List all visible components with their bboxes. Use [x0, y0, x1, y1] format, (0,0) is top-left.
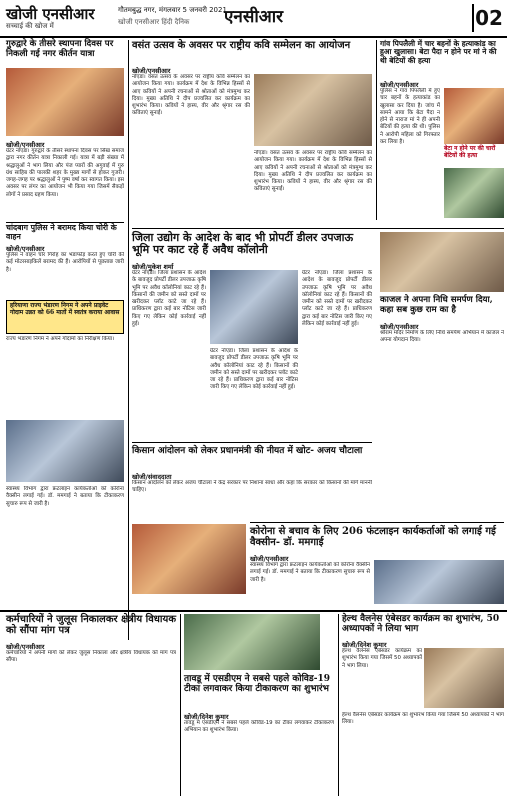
article-body: नोएडा। वसंत उत्सव के अवसर पर राष्ट्रीय कवि सम्मेलन का आयोजन किया गया। कार्यक्रम में देश के विभिन्न हिस्सों से आए कवियों ने अपनी रचनाओं से श्रोताओं को मंत्रमुग्ध कर दिया। मुख्य अतिथि ने दीप प्रज्वलित कर कार्यक्रम का शुभारंभ किया। कवियों ने हास्य, वीर और श्रृंगार रस की कविताएं सुनाईं। [132, 74, 250, 117]
article-byline: खोजी/एनसीआर [6, 643, 45, 651]
article-body-cont: नोएडा। वसंत उत्सव के अवसर पर राष्ट्रीय कवि सम्मेलन का आयोजन किया गया। कार्यक्रम में देश के विभिन्न हिस्सों से आए कवियों ने अपनी रचनाओं से श्रोताओं को मंत्रमुग्ध कर दिया। मुख्य अतिथि ने दीप प्रज्वलित कर कार्यक्रम का शुभारंभ किया। कवियों ने हास्य, वीर और श्रृंगार रस की कविताएं सुनाईं। [254, 150, 372, 193]
boxed-news [6, 300, 124, 334]
column-divider [376, 40, 377, 220]
divider [132, 442, 372, 443]
article-byline: खोजी/संवाददाता [132, 473, 172, 481]
article-byline: खोजी/एनसीआर [6, 141, 45, 149]
edition-line: खोजी एनसीआर हिंदी दैनिक [118, 18, 190, 26]
article-body-cont: ग्रेटर नोएडा। जिला प्रशासन के आदेश के बावजूद प्रोपर्टी डीलर उपजाऊ कृषि भूमि पर अवैध कॉलोनियां काट रहे हैं। किसानों की जमीन को सस्ते दामों पर खरीदकर प्लॉट काटे जा रहे हैं। प्राधिकरण द्वारा कई बार नोटिस जारी किए गए लेकिन कोई कार्रवाई नहीं हुई। [210, 348, 298, 391]
article-byline: खोजी/एनसीआर [380, 81, 419, 89]
article-photo [444, 88, 504, 144]
section-title: एनसीआर [224, 7, 284, 27]
sub-headline: बेटा न होने पर की चारों बेटियों की हत्या [444, 145, 496, 159]
column-divider [128, 40, 129, 640]
article-photo [6, 420, 124, 482]
brand-name: खोजी एनसीआर [6, 5, 95, 23]
box-headline: हरियाणा राज्य भंडारण निगम ने अपने प्राइवेट गोदाम उन्नत को 66 मातों में स्वतंत्र कराया आवास [10, 302, 120, 316]
divider [0, 610, 507, 612]
article-body: ग्रेटर नोएडा। गुरुद्वारे के तीसरे स्थापना दिवस पर सिख समाज द्वारा नगर कीर्तन यात्रा निकाली गई। यात्रा में बड़ी संख्या में श्रद्धालुओं ने भाग लिया और पंज प्यारों की अगुवाई में गुरु ग्रंथ साहिब की पालकी शहर के मुख्य मार्गों से होकर गुजरी। जगह-जगह पर श्रद्धालुओं ने पुष्प वर्षा कर स्वागत किया। इस अवसर पर लंगर का आयोजन भी किया गया जिसमें सैकड़ों लोगों ने प्रसाद ग्रहण किया। [6, 148, 124, 198]
masthead [0, 0, 507, 38]
article-headline: चांदबाग पुलिस ने बरामद किया चोरी के वाहन [6, 223, 117, 241]
divider [250, 522, 504, 523]
article-byline: खोजी/मुकेश शर्मा [132, 263, 174, 271]
article-body: स्वास्थ्य विभाग द्वारा फ्रंटलाइन कार्यकर्ताओं को कोरोना वैक्सीन लगाई गई। डॉ. ममगाई ने बताया कि टीकाकरण सुचारु रूप से जारी है। [6, 486, 124, 507]
article-headline: काजल ने अपना निधि समर्पण दिया, कहा सब कुछ राम का है [380, 295, 493, 315]
article-headline: कोरोना से बचाव के लिए 206 फंटलाइन कार्यकर्ताओं को लगाई गई वैक्सीन- डॉ. ममगाई [250, 526, 496, 549]
article-photo [254, 74, 372, 146]
article-headline: किसान आंदोलन को लेकर प्रधानमंत्री की नीयत में खोट- अजय चौटाला [132, 446, 363, 456]
article-byline: खोजी/दिनेश कुमार [184, 713, 229, 721]
article-headline: हेल्थ वैलनेस एंबेसडर कार्यक्रम का शुभारंभ, 50 अध्यापकों ने लिया भाग [342, 614, 500, 635]
article-body: कर्मचारियों ने अपनी मांगों को लेकर जुलूस निकाला और क्षेत्रीय विधायक को मांग पत्र सौंपा। [6, 650, 176, 664]
article-photo [132, 524, 246, 594]
article-body-cont: हेल्थ वैलनेस एंबेसडर कार्यक्रम का शुभारंभ किया गया जिसमें 50 अध्यापकों ने भाग लिया। [342, 712, 504, 726]
article-byline: खोजी/एनसीआर [380, 323, 419, 331]
brand-tagline: सच्चाई की खोज में [6, 22, 54, 30]
article-byline: खोजी/एनसीआर [6, 245, 45, 253]
article-body: हेल्थ वैलनेस एंबेसडर कार्यक्रम का शुभारंभ किया गया जिसमें 50 अध्यापकों ने भाग लिया। [342, 648, 422, 669]
article-photo [380, 232, 504, 292]
article-byline: खोजी/एनसीआर [132, 67, 171, 75]
column-divider [338, 614, 339, 796]
article-body: किसान आंदोलन को लेकर अजय चौटाला ने केंद्र सरकार पर निशाना साधा और कहा कि सरकार को किसानों की मांगें माननी चाहिए। [132, 480, 372, 494]
article-photo [444, 168, 504, 218]
column-divider [180, 614, 181, 796]
article-body: राज्य भंडारण निगम ने अपने गोदामों का निरीक्षण किया। [6, 336, 115, 342]
article-photo [184, 614, 320, 670]
article-headline: गांव पिपलैली में चार बहनों के हत्याकांड का हुआ खुलासा। बेटा पैदा न होने पर मां ने की थी बेटियों की हत्या [380, 39, 497, 65]
article-headline: जिला उद्योग के आदेश के बाद भी प्रोपर्टी डीलर उपजाऊ भूमि पर काट रहे हैं अवैध कॉलोनी [132, 231, 354, 257]
article-byline: खोजी/एनसीआर [250, 555, 289, 563]
article-photo [374, 560, 504, 604]
article-byline: खोजी/दिनेश कुमार [342, 641, 387, 649]
article-photo [424, 648, 504, 708]
article-body: श्रीराम मंदिर निर्माण के लिए निधि समर्पण अभियान में काजल ने अपना योगदान दिया। [380, 330, 504, 344]
article-body: ग्रेटर नोएडा। जिला प्रशासन के आदेश के बावजूद प्रोपर्टी डीलर उपजाऊ कृषि भूमि पर अवैध कॉलोनियां काट रहे हैं। किसानों की जमीन को सस्ते दामों पर खरीदकर प्लॉट काटे जा रहे हैं। प्राधिकरण द्वारा कई बार नोटिस जारी किए गए लेकिन कोई कार्रवाई नहीं हुई। [132, 270, 206, 328]
article-headline: वसंत उत्सव के अवसर पर राष्ट्रीय कवि सम्मेलन का आयोजन [132, 40, 351, 51]
article-headline: गुरुद्वारे के तीसरे स्थापना दिवस पर निकली गई नगर कीर्तन यात्रा [6, 39, 114, 59]
page-number: 02 [472, 4, 504, 32]
article-photo [210, 270, 298, 344]
article-body: पुलिस ने गांव पिपलैली में हुए चार बहनों के हत्याकांड का खुलासा कर दिया है। जांच में सामने आया कि बेटा पैदा न होने से नाराज मां ने ही अपनी बेटियों की हत्या की थी। पुलिस ने आरोपी महिला को गिरफ्तार कर लिया है। [380, 88, 440, 146]
article-body: तावडू में एसडीएम ने सबसे पहले कोविड-19 का टीका लगवाकर टीकाकरण अभियान का शुभारंभ किया। [184, 720, 334, 734]
article-body: स्वास्थ्य विभाग द्वारा फ्रंटलाइन कार्यकर्ताओं को कोरोना वैक्सीन लगाई गई। डॉ. ममगाई ने बताया कि टीकाकरण सुचारु रूप से जारी है। [250, 562, 370, 583]
article-photo [6, 68, 124, 136]
article-headline: तावडू में एसडीएम ने सबसे पहले कोविड-19 टीका लगवाकर किया टीकाकरण का शुभारंभ [184, 674, 330, 695]
dateline: गौतमबुद्ध नगर, मंगलवार 5 जनवरी 2021 [118, 6, 227, 14]
article-headline: कर्मचारियों ने जुलूस निकालकर क्षेत्रीय विधायक को सौंपा मांग पत्र [6, 614, 176, 637]
divider [132, 228, 504, 229]
article-body-cont: ग्रेटर नोएडा। जिला प्रशासन के आदेश के बावजूद प्रोपर्टी डीलर उपजाऊ कृषि भूमि पर अवैध कॉलोनियां काट रहे हैं। किसानों की जमीन को सस्ते दामों पर खरीदकर प्लॉट काटे जा रहे हैं। प्राधिकरण द्वारा कई बार नोटिस जारी किए गए लेकिन कोई कार्रवाई नहीं हुई। [302, 270, 372, 328]
article-body: पुलिस ने वाहन चोर गिरोह का भंडाफोड़ करते हुए चोरी की कई मोटरसाइकिलें बरामद की हैं। आरोपियों से पूछताछ जारी है। [6, 252, 124, 273]
